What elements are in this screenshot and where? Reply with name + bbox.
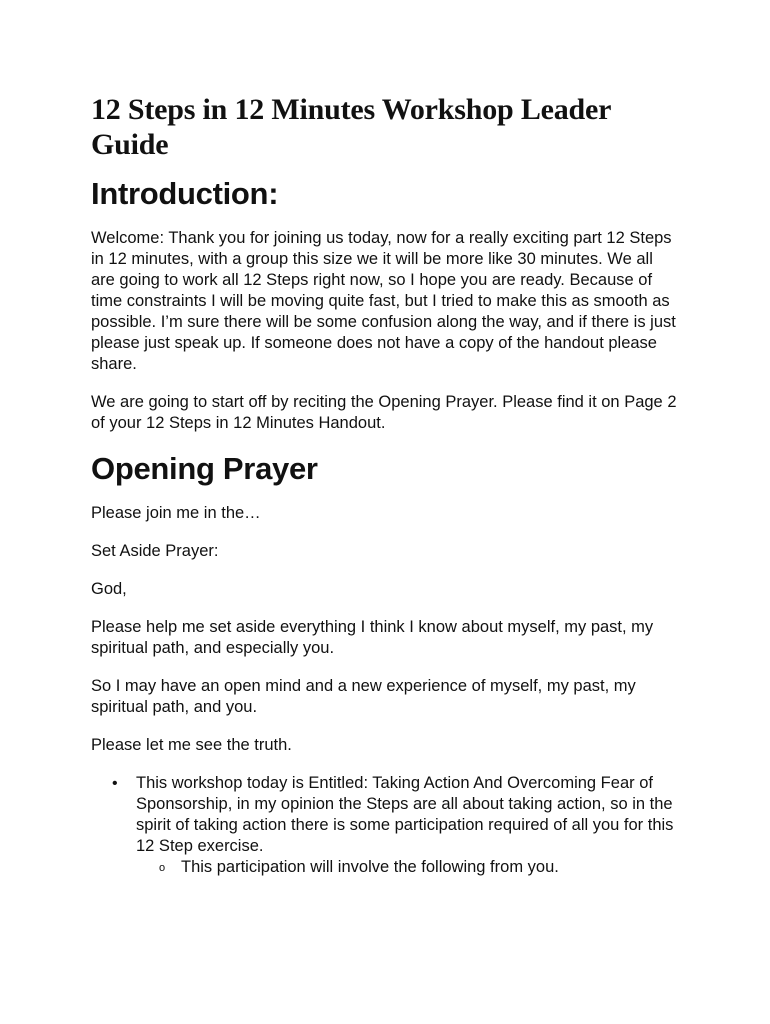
document-title: 12 Steps in 12 Minutes Workshop Leader Guide (91, 93, 611, 161)
sub-bullet-text: This participation will involve the following from you. (181, 858, 559, 876)
bullet-text: This workshop today is Entitled: Taking Action And Overcoming Fear of Sponsorship, in my opinion the Steps are all about taking action, so in the spirit of taking action there is some participation required of all you for this 12 Step exercise. (136, 774, 674, 855)
prayer-paragraph: Please let me see the truth. (91, 736, 292, 754)
sub-list (136, 857, 680, 878)
welcome-paragraph: Welcome: Thank you for joining us today, now for a really exciting part 12 Steps in 12 minutes, with a group this size we it will be more like 30 minutes. We all are going to work all 12 Steps right now, so I hope you are ready. Because of time constraints I will be moving quite fast, but I tried to make this as smooth as possible. I’m sure there will be some confusion along the way, and if there is just please just speak up. If someone does not have a copy of the handout please share. (91, 229, 676, 373)
prayer-paragraph: God, (91, 580, 127, 598)
bullet-marker: • (112, 775, 118, 792)
prayer-paragraph: Please join me in the… (91, 504, 261, 522)
opening-prayer-instruction: We are going to start off by reciting the Opening Prayer. Please find it on Page 2 of your 12 Steps in 12 Minutes Handout. (91, 393, 677, 432)
prayer-paragraph: Set Aside Prayer: (91, 542, 219, 560)
introduction-heading: Introduction: (91, 176, 279, 211)
sub-bullet-marker: o (159, 862, 166, 874)
prayer-paragraph: Please help me set aside everything I think I know about myself, my past, my spiritual path, and especially you. (91, 618, 654, 657)
list-item (91, 773, 680, 878)
opening-prayer-heading: Opening Prayer (91, 451, 318, 486)
prayer-paragraph: So I may have an open mind and a new experience of myself, my past, my spiritual path, and you. (91, 677, 636, 716)
bullet-list (91, 773, 680, 878)
sub-list-item (136, 857, 680, 878)
